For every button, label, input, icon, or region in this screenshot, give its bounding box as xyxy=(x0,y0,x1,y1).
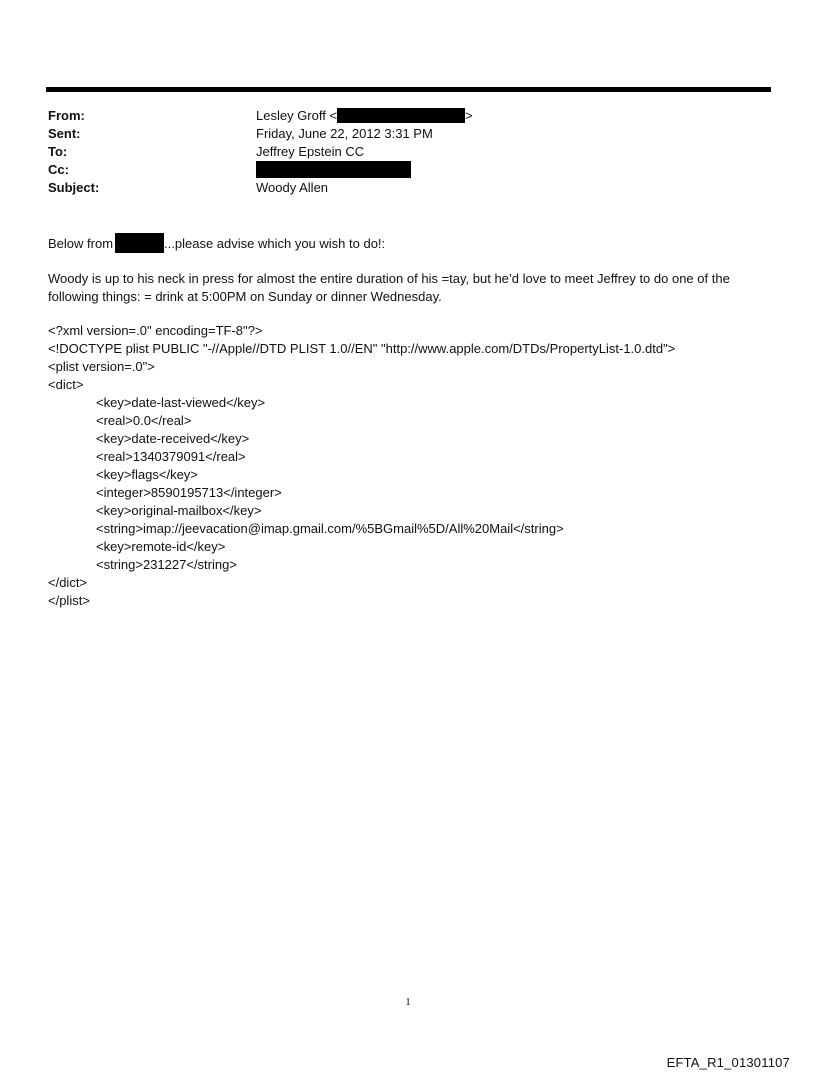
to-label: To: xyxy=(48,144,68,159)
paragraph-line: following things: = drink at 5:00PM on Sunday or dinner Wednesday. xyxy=(48,289,442,304)
xml-line: <key>original-mailbox</key> xyxy=(96,503,262,518)
xml-line: <string>231227</string> xyxy=(96,557,237,572)
subject-value: Woody Allen xyxy=(256,180,329,195)
from-close: > xyxy=(465,108,473,123)
xml-line: <plist version=.0"> xyxy=(48,359,155,374)
xml-line: <key>flags</key> xyxy=(96,467,198,482)
sent-label: Sent: xyxy=(48,126,81,141)
xml-line: </dict> xyxy=(48,575,88,590)
xml-line: <integer>8590195713</integer> xyxy=(96,485,282,500)
xml-line: <!DOCTYPE plist PUBLIC "-//Apple//DTD PLIST 1.0//EN" "http://www.apple.com/DTDs/PropertyList-1.0.dtd"> xyxy=(48,341,676,356)
cc-label: Cc: xyxy=(48,162,69,177)
xml-line: </plist> xyxy=(48,593,90,608)
xml-line: <key>remote-id</key> xyxy=(96,539,226,554)
xml-line: <real>0.0</real> xyxy=(96,413,192,428)
document-id: EFTA_R1_01301107 xyxy=(666,1055,790,1070)
cc-value xyxy=(256,161,411,180)
sent-value: Friday, June 22, 2012 3:31 PM xyxy=(256,126,433,141)
xml-line: <dict> xyxy=(48,377,84,392)
redaction-box xyxy=(115,233,164,253)
to-value: Jeffrey Epstein CC xyxy=(256,144,365,159)
xml-line: <string>imap://jeevacation@imap.gmail.com/%5BGmail%5D/All%20Mail</string> xyxy=(96,521,564,536)
xml-line: <?xml version=.0" encoding=TF-8"?> xyxy=(48,323,263,338)
message-paragraph xyxy=(48,270,778,306)
header-rule xyxy=(46,87,771,92)
intro-before: Below from xyxy=(48,236,114,251)
redaction-box xyxy=(256,161,411,178)
intro-line xyxy=(48,233,778,253)
xml-line: <key>date-received</key> xyxy=(96,431,250,446)
xml-line: <key>date-last-viewed</key> xyxy=(96,395,266,410)
paragraph-line: Woody is up to his neck in press for almost the entire duration of his =tay, but he’d love to meet Jeffrey to do one of the xyxy=(48,271,730,286)
xml-line: <real>1340379091</real> xyxy=(96,449,246,464)
from-name: Lesley Groff < xyxy=(256,108,338,123)
from-value xyxy=(256,107,473,125)
subject-label: Subject: xyxy=(48,180,100,195)
intro-after: ...please advise which you wish to do!: xyxy=(164,236,386,251)
from-label: From: xyxy=(48,108,85,123)
xml-block xyxy=(48,322,778,610)
page-number: 1 xyxy=(405,996,411,1008)
redaction-box xyxy=(337,108,465,123)
